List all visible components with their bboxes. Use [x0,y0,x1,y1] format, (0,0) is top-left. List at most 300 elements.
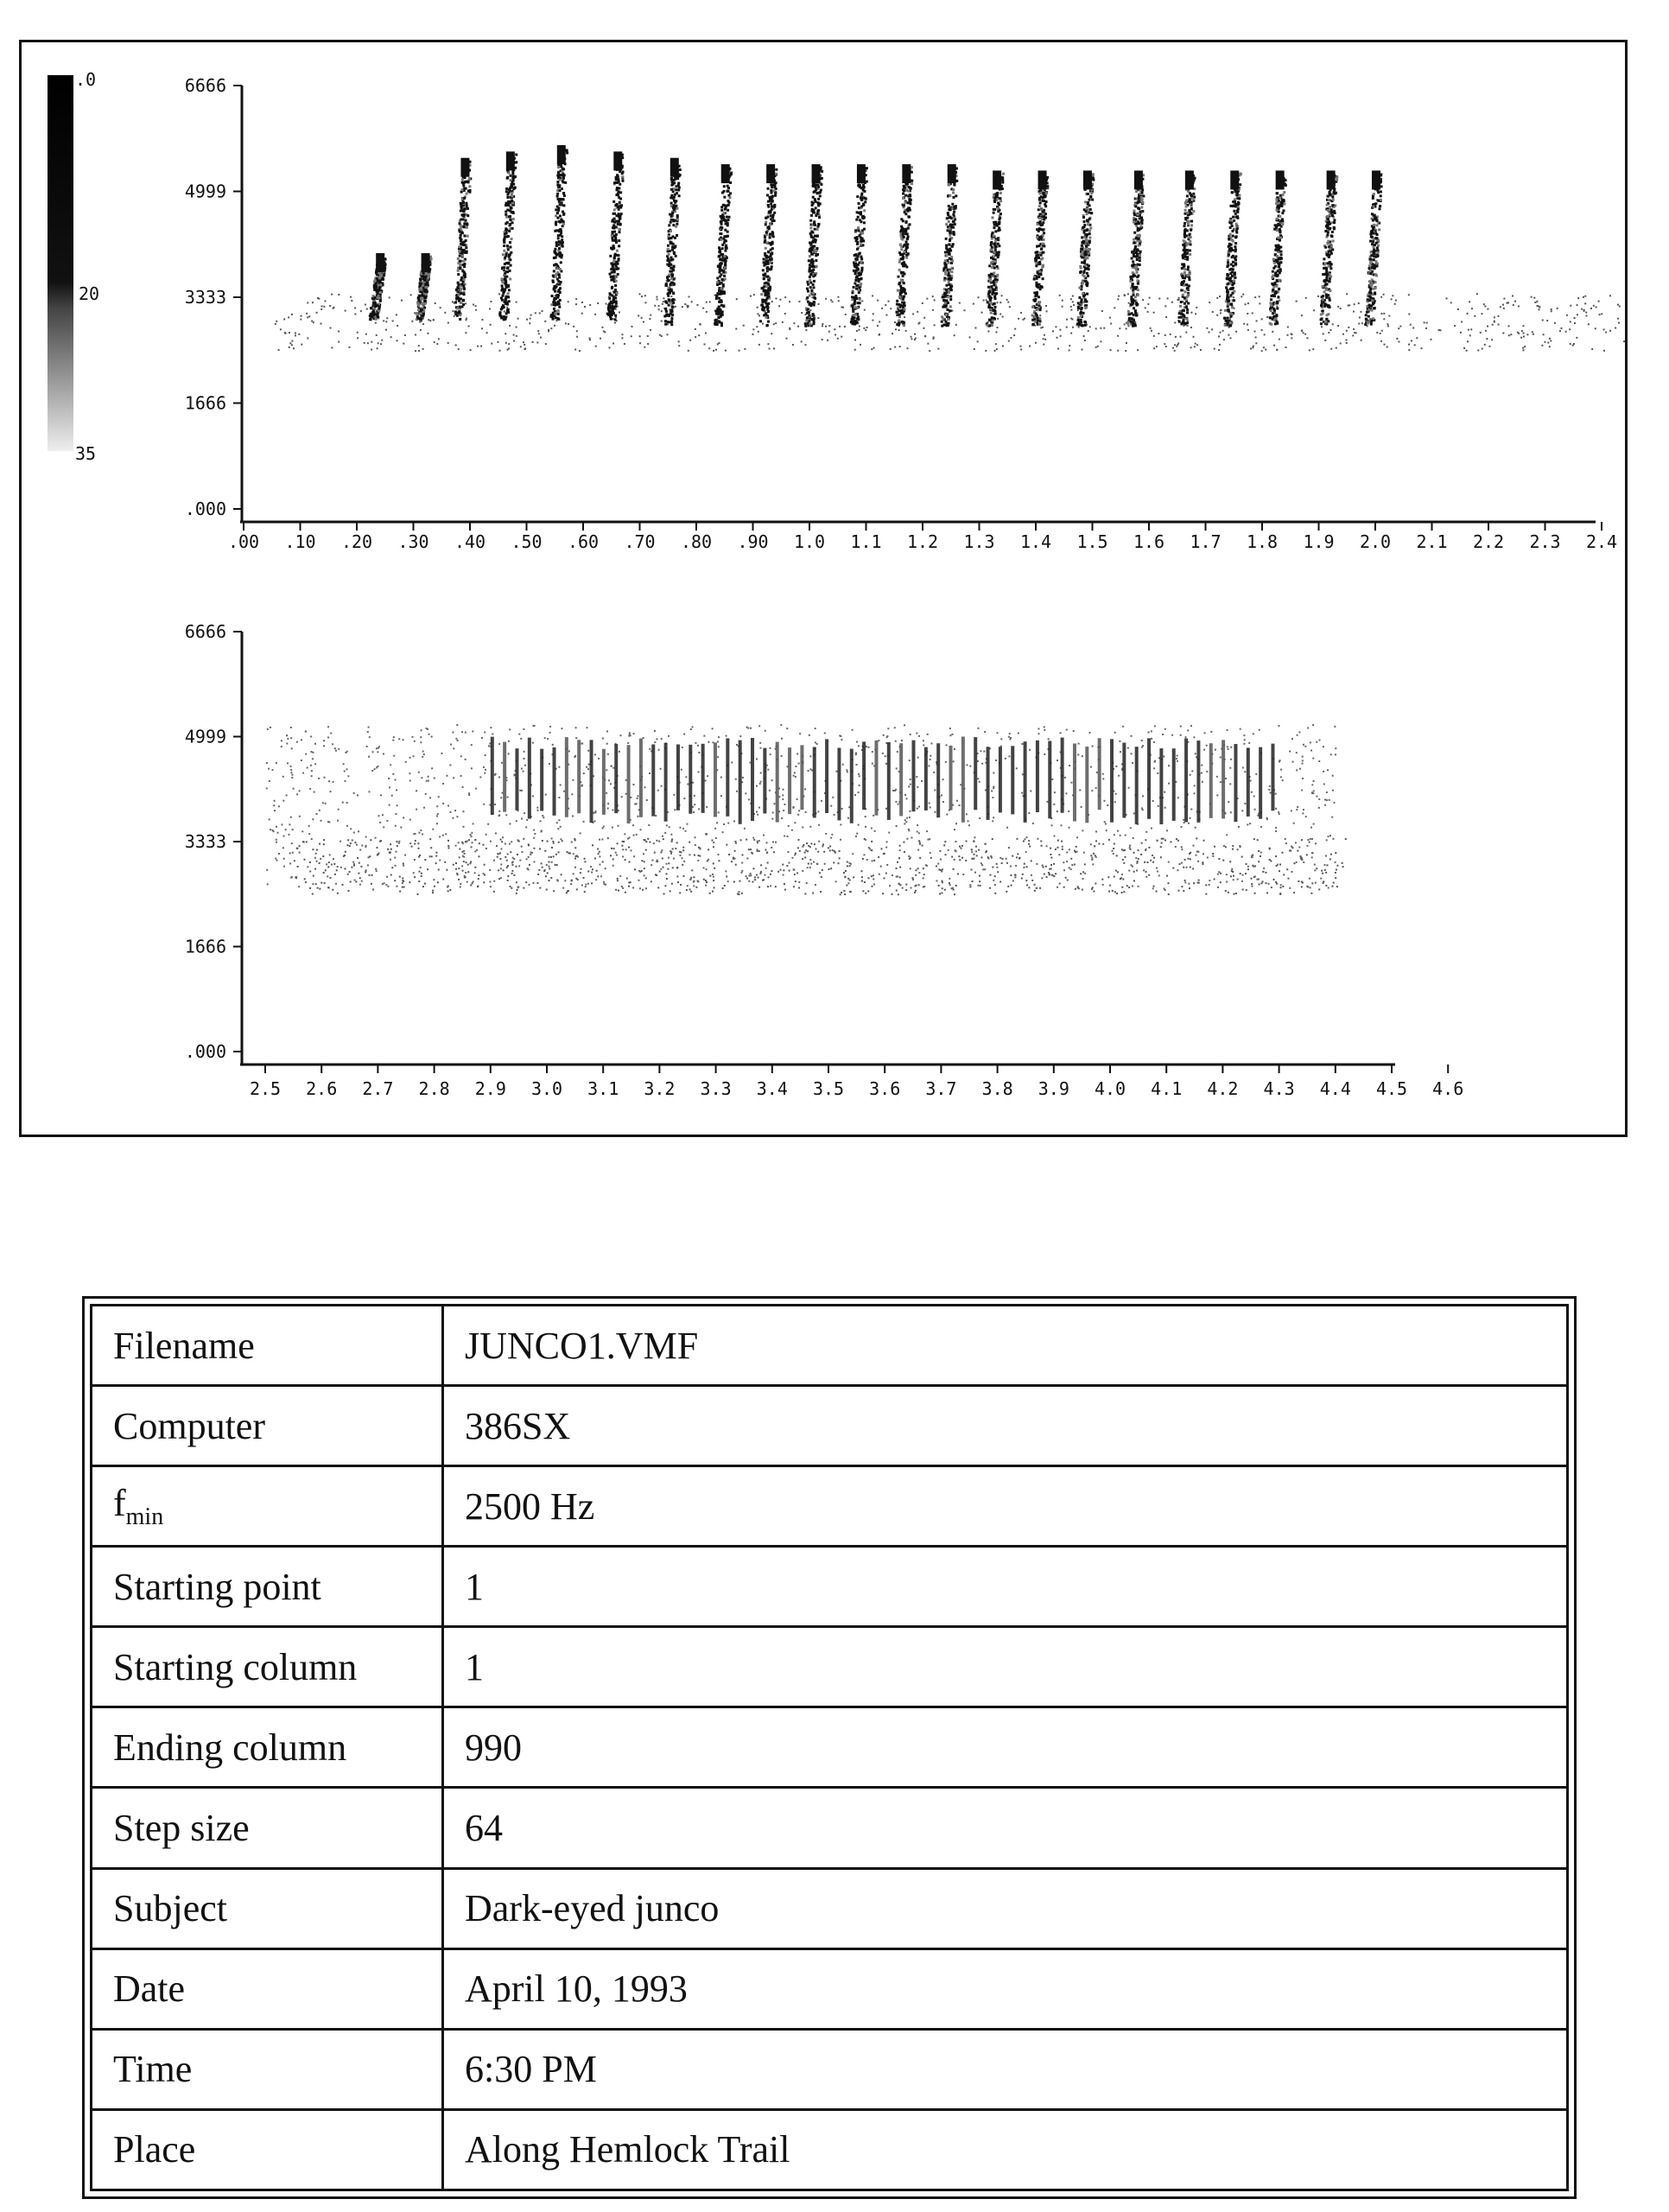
syllable-dot [943,276,946,279]
noise-dot [568,323,569,325]
syllable-dot [466,235,469,238]
noise-dot [568,301,569,302]
noise-dot [1128,302,1130,304]
syllable-dot [990,257,993,259]
noise-dot [320,323,321,325]
syllable-dot [907,252,910,255]
syllable-dot [856,258,859,261]
syllable-dot [463,197,466,200]
syllable-dot [616,292,619,295]
syllable-dot [765,313,767,315]
noise-dot [383,320,384,321]
syllable-dot [944,251,947,253]
syllable-dot [903,282,905,284]
noise-dot [1070,333,1072,334]
syllable-dot [945,238,948,240]
syllable-dot [1194,177,1196,180]
x-tick-label: 1.2 [906,531,939,552]
syllable-dot [560,199,562,201]
noise-dot [291,314,293,315]
syllable-dot [1033,315,1036,318]
syllable-mark [759,164,777,327]
y-tick-label: 1666 [184,392,226,414]
syllable-dot [1140,216,1143,219]
syllable-dot [1042,213,1044,215]
syllable-dot [855,288,858,290]
syllable-dot [769,261,771,264]
syllable-dot [1001,188,1004,190]
syllable-dot [988,274,991,276]
noise-dot [1595,327,1596,329]
noise-dot [600,338,601,340]
syllable-dot [1038,323,1041,326]
syllable-dot [723,235,726,238]
noise-dot [1395,300,1397,302]
syllable-dot [373,280,376,283]
noise-dot [1095,346,1097,348]
syllable-dot [611,237,613,239]
noise-dot [861,300,863,302]
syllable-dot [767,256,770,258]
syllable-dot [951,245,954,248]
noise-dot [1151,330,1152,332]
noise-dot [308,315,310,317]
syllable-dot [509,224,511,226]
noise-dot [775,322,777,324]
syllable-dot [503,238,505,241]
noise-dot [934,299,936,301]
noise-dot [1046,310,1048,312]
noise-dot [589,304,591,306]
noise-dot [752,334,753,335]
noise-dot [1287,326,1289,327]
noise-dot [1220,312,1222,314]
syllable-dot [553,303,555,306]
syllable-dot [670,196,672,199]
syllable-dot [1136,248,1139,251]
syllable-dot [1133,241,1136,244]
syllable-dot [771,251,773,254]
noise-dot [1176,346,1177,347]
syllable-dot [992,320,994,322]
noise-dot [1178,297,1180,299]
noise-dot [1554,322,1556,324]
syllable-dot [1130,298,1133,301]
syllable-dot [461,178,464,181]
syllable-dot [903,261,905,264]
syllable-dot [1082,312,1085,315]
noise-dot [691,301,693,302]
noise-dot [959,302,961,304]
noise-dot [403,343,404,345]
noise-dot [1174,321,1176,323]
syllable-dot [991,216,993,219]
syllable-dot [672,219,675,222]
syllable-dot [719,321,721,323]
noise-dot [489,308,491,309]
syllable-dot [668,253,670,256]
noise-dot [291,340,293,342]
syllable-dot [512,188,515,190]
syllable-dot [507,296,510,298]
syllable-mark [1177,170,1196,325]
syllable-dot [902,322,904,325]
syllable-dot [1135,190,1138,193]
syllable-dot [809,226,812,229]
noise-dot [1196,307,1197,308]
syllable-dot [948,291,950,294]
syllable-dot [462,201,465,204]
noise-dot [1336,347,1337,349]
syllable-dot [809,286,812,289]
syllable-dot [856,267,859,270]
noise-dot [1565,331,1567,333]
syllable-dot [559,203,562,206]
noise-dot [385,329,387,331]
syllable-dot [807,322,809,325]
noise-dot [1211,328,1213,330]
syllable-dot [515,153,517,156]
syllable-dot [454,310,457,313]
syllable-dot [1082,251,1084,253]
syllable-dot [460,207,463,209]
noise-dot [1380,296,1382,298]
syllable-dot [767,206,770,208]
noise-dot [307,302,308,303]
syllable-mark [369,253,387,321]
syllable-dot [372,314,375,316]
noise-dot [1081,349,1082,351]
syllable-dot [727,200,729,202]
syllable-dot [463,234,466,237]
syllable-dot [806,296,809,299]
syllable-head [422,253,430,272]
noise-dot [1603,350,1605,352]
syllable-dot [901,228,904,231]
noise-dot [700,324,701,326]
syllable-dot [810,273,813,276]
syllable-dot [995,281,998,283]
syllable-dot [676,188,678,191]
syllable-dot [994,249,997,251]
syllable-dot [556,206,559,208]
noise-dot [1557,308,1558,309]
syllable-dot [618,231,620,233]
syllable-dot [1088,249,1090,251]
syllable-dot [769,237,771,239]
noise-dot [997,302,999,303]
syllable-dot [461,260,464,263]
noise-dot [1410,324,1412,326]
syllable-dot [560,218,562,220]
noise-dot [706,311,708,313]
syllable-dot [1136,201,1139,204]
syllable-dot [854,306,856,308]
noise-dot [540,337,542,339]
syllable-dot [1039,201,1042,204]
syllable-dot [726,216,728,219]
noise-dot [1088,330,1089,332]
syllable-dot [810,214,813,217]
syllable-dot [558,289,561,291]
syllable-dot [816,213,819,215]
noise-dot [1263,346,1265,348]
syllable-dot [1077,316,1080,319]
syllable-dot [806,288,809,290]
noise-dot [1261,329,1263,331]
noise-dot [1457,308,1459,310]
syllable-dot [1136,258,1139,261]
syllable-dot [383,274,385,276]
syllable-dot [767,279,770,282]
syllable-dot [774,184,777,187]
syllable-dot [1038,251,1041,254]
syllable-head [557,145,566,164]
syllable-dot [1187,242,1190,245]
intensity-scale [48,69,99,464]
noise-dot [644,302,646,303]
syllable-dot [996,265,999,268]
syllable-dot [459,267,461,270]
syllable-dot [854,279,857,282]
noise-dot [974,348,975,350]
syllable-dot [995,195,998,198]
syllable-dot [466,207,469,210]
syllable-dot [612,265,614,268]
noise-dot [574,348,576,350]
syllable-dot [997,256,999,258]
syllable-dot [999,217,1001,219]
syllable-dot [993,296,996,298]
syllable-dot [771,216,774,219]
syllable-dot [1189,253,1191,256]
noise-dot [756,326,758,327]
syllable-dot [1141,219,1144,221]
noise-dot [1312,348,1314,350]
syllable-head [1038,170,1047,189]
syllable-mark [549,145,568,321]
syllable-dot [766,267,769,270]
syllable-dot [771,195,773,198]
syllable-dot [463,287,466,289]
noise-dot [1617,318,1619,320]
syllable-dot [990,312,993,315]
syllable-dot [1187,302,1190,305]
syllable-mark [714,164,733,327]
noise-dot [1196,344,1198,346]
syllable-dot [460,243,462,245]
noise-dot [1011,337,1012,339]
syllable-mark [416,253,433,321]
noise-dot [1261,350,1263,352]
syllable-dot [607,308,610,310]
syllable-dot [556,217,559,219]
syllable-dot [500,315,503,318]
syllable-dot [615,233,618,236]
noise-dot [1534,302,1536,303]
syllable-dot [807,290,809,293]
syllable-dot [678,186,681,188]
syllable-dot [613,231,616,233]
noise-dot [1247,313,1248,315]
noise-dot [350,296,352,298]
noise-dot [922,302,923,304]
noise-dot [1569,328,1571,330]
syllable-dot [941,321,943,323]
syllable-dot [1128,313,1131,315]
syllable-dot [372,302,375,305]
noise-dot [554,325,555,327]
syllable-dot [858,229,860,232]
noise-dot [1358,323,1360,325]
syllable-dot [667,279,670,282]
syllable-dot [988,296,991,298]
syllable-dot [560,281,562,283]
syllable-dot [673,204,676,207]
syllable-dot [1183,315,1185,318]
syllable-dot [609,255,612,257]
syllable-dot [673,208,676,211]
syllable-dot [512,218,515,220]
noise-dot [508,343,510,345]
noise-dot [1522,349,1524,351]
syllable-dot [510,264,512,267]
noise-dot [576,336,578,338]
syllable-dot [988,264,991,267]
syllable-dot [859,234,861,237]
syllable-dot [945,314,948,316]
noise-dot [481,319,483,321]
syllable-dot [952,192,955,194]
noise-dot [757,313,758,315]
noise-dot [1577,304,1578,306]
noise-dot [1309,349,1310,351]
syllable-dot [763,307,765,309]
noise-dot [789,328,790,330]
syllable-dot [1140,191,1143,194]
noise-dot [1576,337,1577,339]
noise-dot [898,329,900,331]
syllable-dot [560,241,562,244]
syllable-dot [1186,212,1189,214]
noise-dot [1340,342,1342,344]
noise-dot [1097,346,1099,347]
syllable-dot [559,214,562,217]
syllable-dot [1031,323,1034,326]
noise-dot [1484,306,1486,308]
noise-dot [1167,297,1169,299]
syllable-dot [618,245,620,247]
noise-dot [455,344,457,346]
x-tick-label: .50 [511,531,543,552]
syllable-dot [1134,296,1137,298]
syllable-dot [1126,322,1129,325]
syllable-dot [1187,223,1190,226]
syllable-dot [378,296,381,299]
noise-dot [579,350,581,352]
syllable-dot [763,257,765,260]
syllable-dot [994,292,997,295]
noise-dot [307,337,308,339]
syllable-dot [1090,212,1093,214]
syllable-dot [811,253,814,256]
syllable-dot [865,198,867,200]
noise-dot [333,308,334,309]
noise-dot [1500,306,1501,308]
syllable-dot [997,202,999,205]
noise-dot [608,346,610,348]
syllable-dot [462,292,465,295]
noise-dot [1355,332,1357,334]
syllable-dot [562,192,565,194]
syllable-dot [719,308,721,311]
syllable-dot [809,251,812,253]
x-tick-label: 1.5 [1076,531,1108,552]
syllable-dot [1002,173,1005,175]
syllable-dot [766,216,769,219]
noise-dot [1007,302,1009,303]
syllable-dot [997,210,999,213]
syllable-dot [501,281,504,283]
syllable-dot [811,263,814,265]
x-tick-label: .40 [454,531,486,552]
noise-dot [419,321,421,323]
syllable-dot [766,226,769,229]
syllable-dot [857,216,860,219]
noise-dot [509,325,511,327]
syllable-mark [1223,170,1242,327]
x-tick-label: .80 [680,531,713,552]
syllable-dot [1188,236,1190,238]
syllable-dot [988,306,991,308]
syllable-dot [1184,290,1187,293]
syllable-dot [809,322,811,325]
syllable-dot [462,214,465,217]
syllable-dot [382,278,384,281]
noise-dot [1150,327,1152,329]
syllable-dot [464,276,466,278]
noise-dot [1073,304,1075,306]
syllable-dot [613,208,616,211]
syllable-dot [617,194,619,196]
noise-dot [504,311,505,313]
x-tick-label: 1.1 [850,531,882,552]
noise-dot [614,322,616,324]
noise-dot [434,341,435,343]
syllable-dot [1042,234,1044,237]
syllable-dot [1038,208,1040,211]
syllable-dot [673,196,676,199]
syllable-head [613,151,622,170]
syllable-dot [615,300,618,302]
noise-dot [1586,315,1588,316]
noise-dot [1279,339,1280,340]
syllable-dot [1186,274,1189,276]
syllable-dot [1082,282,1084,284]
syllable-dot [1188,209,1190,212]
noise-dot [1084,340,1086,341]
syllable-dot [554,251,556,253]
syllable-dot [460,287,462,289]
syllable-dot [994,313,997,315]
syllable-dot [896,300,898,302]
noise-dot [650,329,651,331]
syllable-dot [1190,220,1193,223]
syllable-dot [857,264,860,266]
syllable-dot [817,198,820,200]
noise-dot [1550,340,1552,341]
syllable-dot [855,239,858,242]
